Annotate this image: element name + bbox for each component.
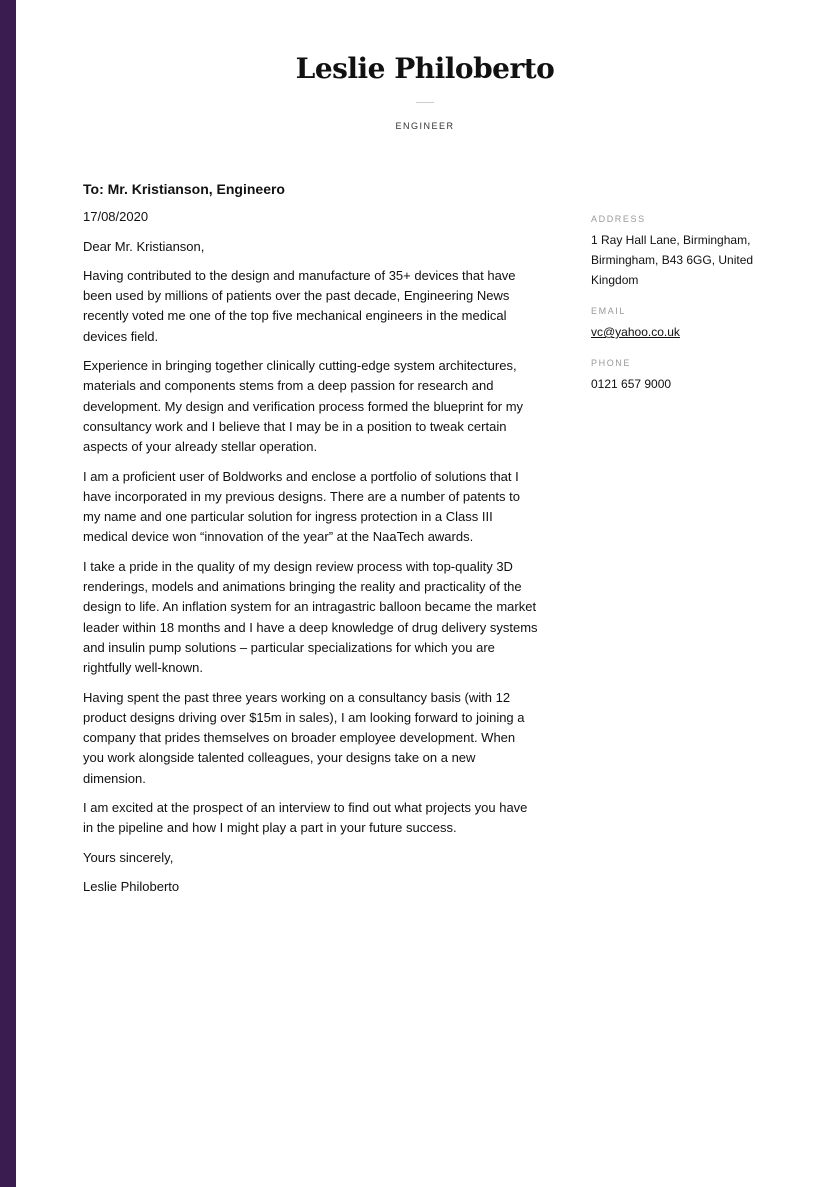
paragraph: Experience in bringing together clinically cutting-edge system architectures, materials and components stems from a deep passion for research and development. My design and verification process formed the blueprint for my consultancy work and I believe that I may be in a position to tweak certain aspects of your already stellar operation.	[83, 358, 524, 455]
address-value: 1 Ray Hall Lane, Birmingham, Birmingham, B43 6GG, United Kingdom	[591, 233, 754, 287]
signature: Leslie Philoberto	[83, 878, 180, 894]
letter-body	[83, 179, 538, 906]
contact-panel	[591, 213, 761, 409]
phone-label: PHONE	[591, 358, 632, 368]
paragraph: I take a pride in the quality of my design review process with top-quality 3D renderings, models and animations bringing the reality and practicality of the design to life. An inflation system for an intragastric balloon became the market leader within 18 months and I have a deep knowledge of drug delivery systems and insulin pump solutions – particular specializations for which you are rightfully well-known.	[83, 558, 538, 676]
letter-date: 17/08/2020	[83, 209, 149, 225]
closing: Yours sincerely,	[83, 849, 174, 865]
salutation: Dear Mr. Kristianson,	[83, 238, 205, 254]
address-label: ADDRESS	[591, 214, 646, 224]
divider	[416, 102, 434, 103]
recipient: To: Mr. Kristianson, Engineero	[83, 181, 285, 197]
paragraph: I am excited at the prospect of an interview to find out what projects you have in the pipeline and how I might play a part in your future success.	[83, 800, 528, 836]
email-label: EMAIL	[591, 306, 627, 316]
paragraph: I am a proficient user of Boldworks and enclose a portfolio of solutions that I have incorporated in my previous designs. There are a number of patents to my name and one particular solution for ingress protection in a Class III medical device won “innovation of the year” at the NaaTech awards.	[83, 468, 520, 545]
applicant-name: Leslie Philoberto	[295, 52, 555, 85]
paragraph: Having spent the past three years working on a consultancy basis (with 12 product designs driving over $15m in sales), I am looking forward to joining a company that prides themselves on broader employee development. When you work alongside talented colleagues, your designs take on a new dimension.	[83, 689, 525, 786]
paragraph: Having contributed to the design and manufacture of 35+ devices that have been used by millions of patients over the past decade, Engineering News recently voted me one of the top five mechanical engineers in the medical devices field.	[83, 267, 516, 344]
phone-value: 0121 657 9000	[591, 377, 672, 391]
accent-sidebar-bar	[0, 0, 16, 1187]
email-link[interactable]: vc@yahoo.co.uk	[591, 325, 680, 339]
applicant-role: ENGINEER	[395, 121, 455, 131]
